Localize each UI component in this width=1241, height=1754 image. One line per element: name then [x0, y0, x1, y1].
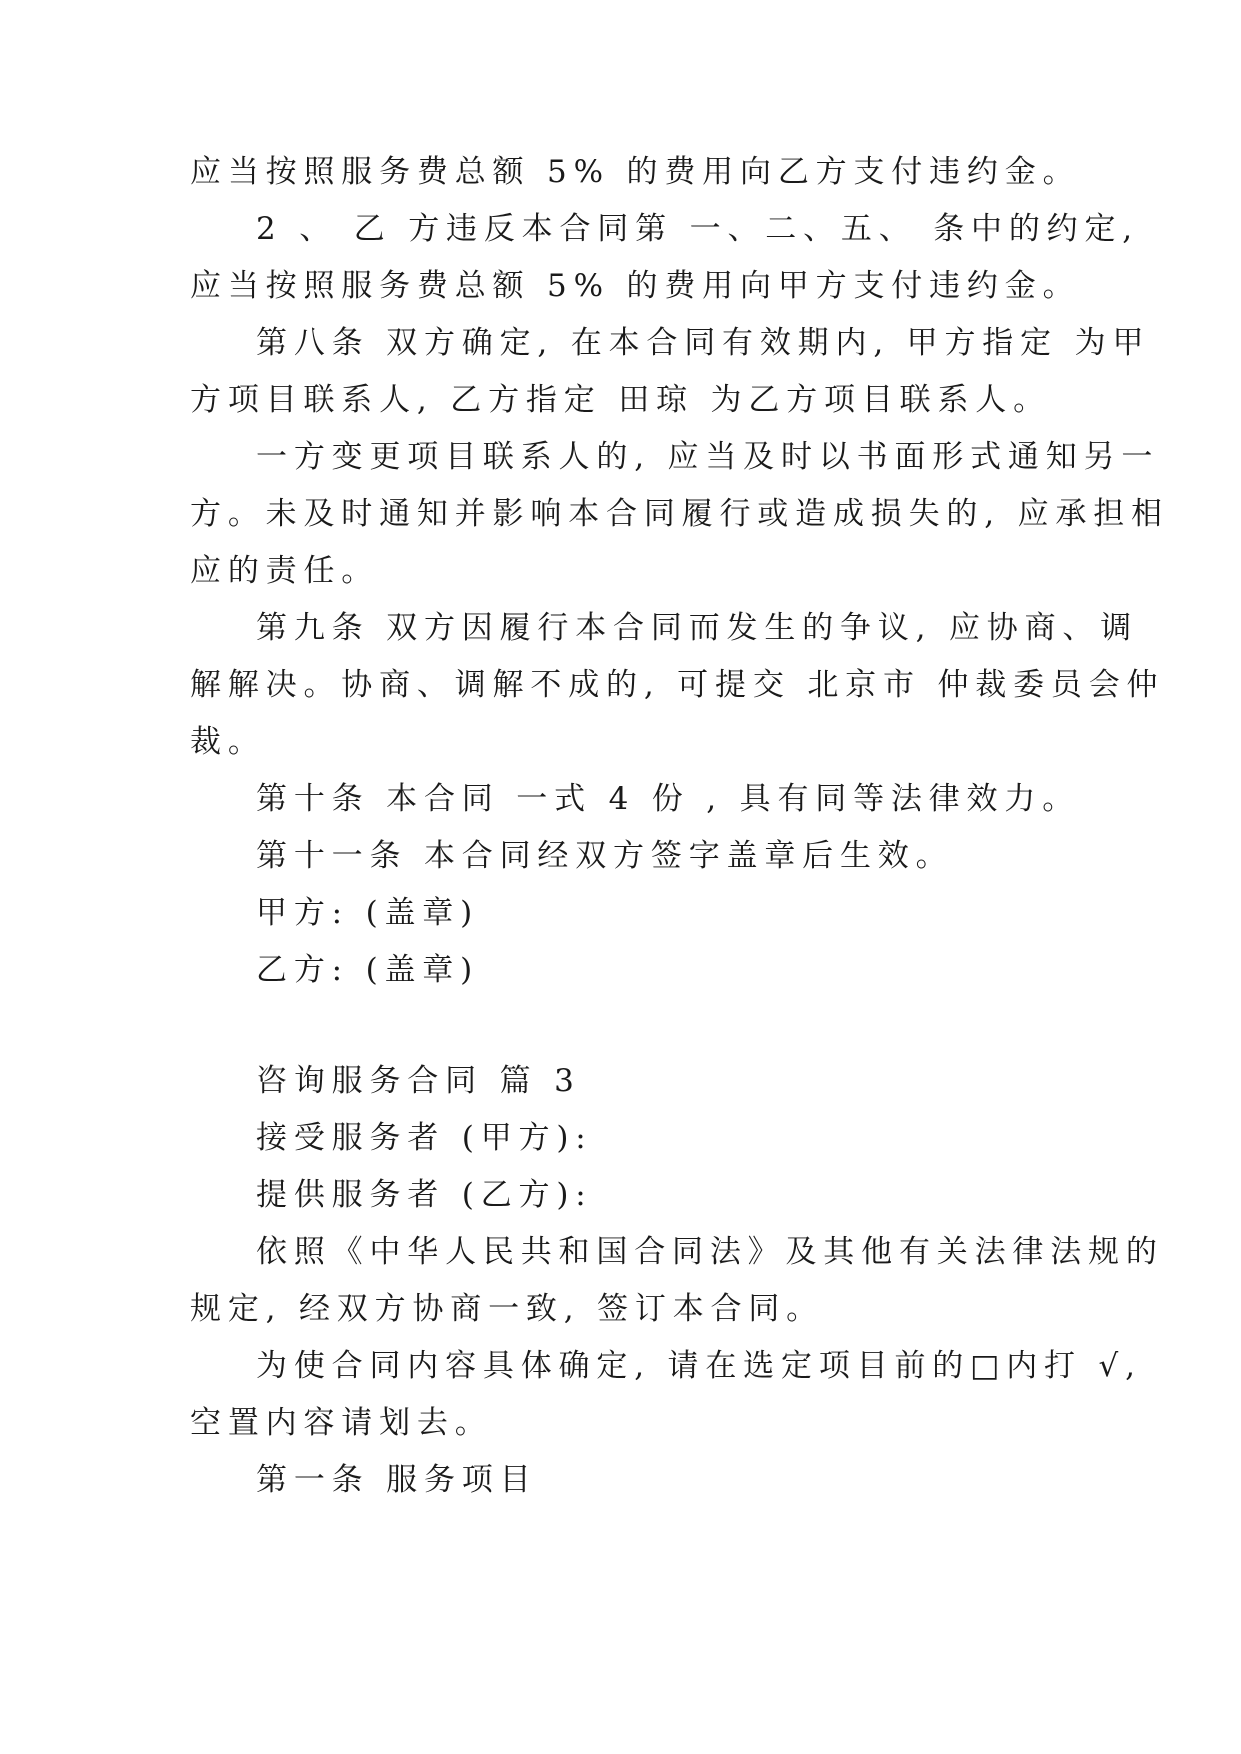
paragraph-line: 一方变更项目联系人的, 应当及时以书面形式通知另一: [256, 439, 1160, 475]
paragraph-line: 应当按照服务费总额 5% 的费用向甲方支付违约金。: [190, 268, 1081, 304]
paragraph-line: 第十一条 本合同经双方签字盖章后生效。: [256, 838, 954, 874]
paragraph-line: 解解决。协商、调解不成的, 可提交 北京市 仲裁委员会仲: [190, 667, 1165, 703]
paragraph-line: 依照《中华人民共和国合同法》及其他有关法律法规的: [256, 1234, 1164, 1270]
paragraph-line: 2 、 乙 方违反本合同第 一、二、五、 条中的约定,: [256, 211, 1139, 247]
signature-line: 乙方: (盖章): [256, 952, 480, 988]
paragraph-line: 应的责任。: [190, 553, 380, 589]
party-line: 接受服务者 (甲方):: [256, 1120, 593, 1156]
paragraph-line: 第十条 本合同 一式 4 份 , 具有同等法律效力。: [256, 781, 1081, 817]
paragraph-line: 方项目联系人, 乙方指定 田琼 为乙方项目联系人。: [190, 382, 1051, 418]
paragraph-line: 方。未及时通知并影响本合同履行或造成损失的, 应承担相: [190, 496, 1169, 532]
paragraph-line: 规定, 经双方协商一致, 签订本合同。: [190, 1291, 824, 1327]
paragraph-line: 应当按照服务费总额 5% 的费用向乙方支付违约金。: [190, 154, 1081, 190]
paragraph-line: 第九条 双方因履行本合同而发生的争议, 应协商、调: [256, 610, 1139, 646]
paragraph-line: 空置内容请划去。: [190, 1405, 493, 1441]
signature-line: 甲方: (盖章): [256, 895, 480, 931]
paragraph-line: 裁。: [190, 724, 266, 760]
paragraph-line: 第八条 双方确定, 在本合同有效期内, 甲方指定 为甲: [256, 325, 1151, 361]
party-line: 提供服务者 (乙方):: [256, 1177, 593, 1213]
paragraph-line: 为使合同内容具体确定, 请在选定项目前的□内打 √,: [256, 1348, 1142, 1384]
article-heading: 第一条 服务项目: [256, 1462, 538, 1498]
section-title: 咨询服务合同 篇 3: [256, 1063, 581, 1099]
